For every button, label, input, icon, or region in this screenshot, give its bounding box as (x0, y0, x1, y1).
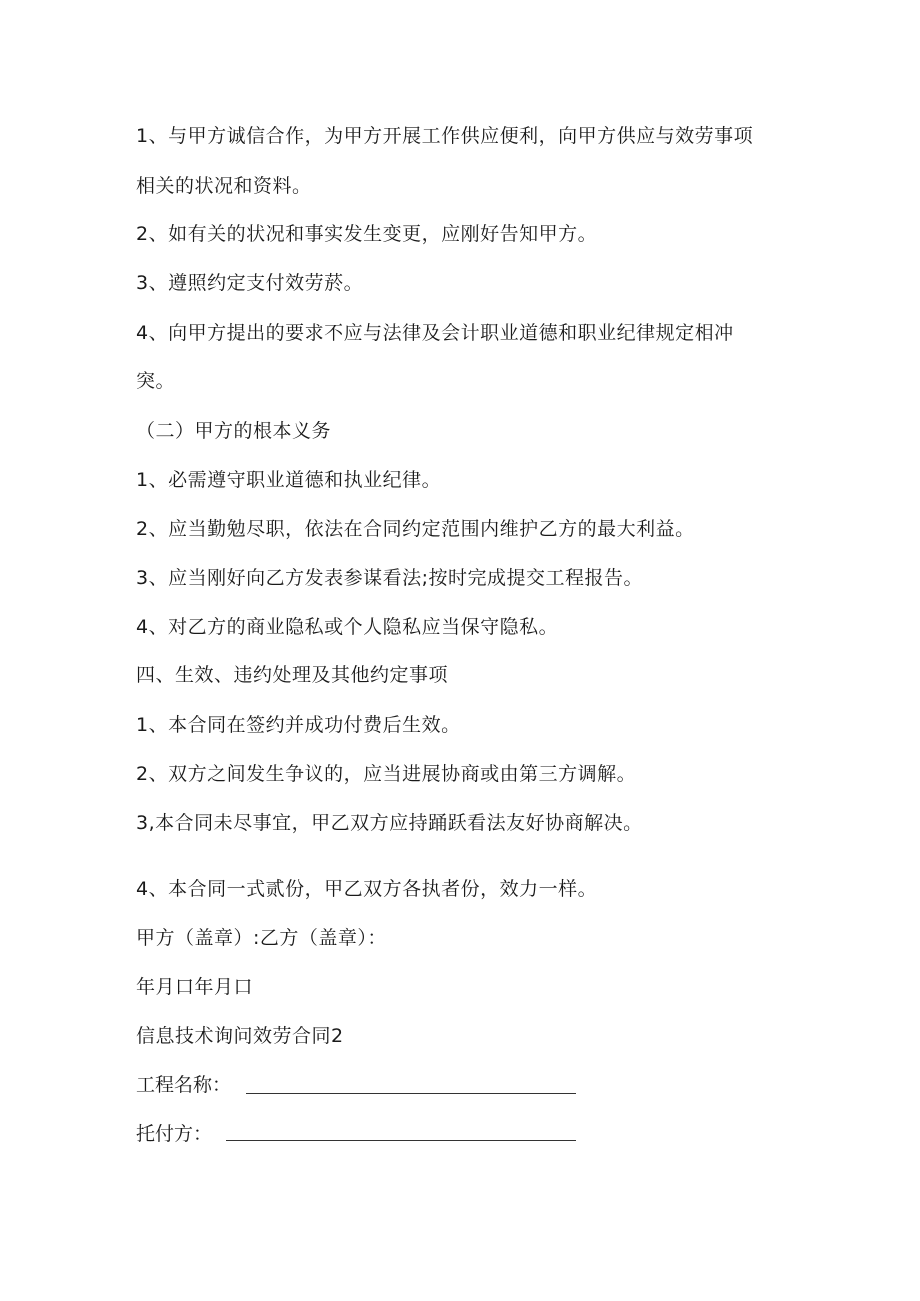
client-label: 托付方： (136, 1123, 213, 1145)
contract-title: 信息技术询问效劳合同2 (136, 1025, 344, 1047)
text-line: 2、应当勤勉尽职，依法在合同约定范围内维护乙方的最大利益。 (136, 518, 695, 540)
text-line: 1、必需遵守职业道德和执业纪律。 (136, 469, 442, 491)
text-line: 4、对乙方的商业隐私或个人隐私应当保守隐私。 (136, 616, 559, 638)
text-line: 相关的状况和资料。 (136, 175, 312, 197)
section-heading: 四、生效、违约处理及其他约定事项 (136, 664, 449, 686)
text-line: 突。 (136, 370, 176, 392)
project-name-blank (246, 1093, 576, 1094)
text-line: 2、双方之间发生争议的，应当进展协商或由第三方调解。 (136, 763, 637, 785)
text-line: 2、如有关的状况和事实发生变更，应刚好告知甲方。 (136, 223, 598, 245)
text-line: 1、本合同在签约并成功付费后生效。 (136, 714, 461, 736)
text-line: 3、遵照约定支付效劳菸。 (136, 272, 364, 294)
text-line: 4、本合同一式贰份，甲乙双方各执者份，效力一样。 (136, 878, 598, 900)
text-line: 4、向甲方提出的要求不应与法律及会计职业道德和职业纪律规定相冲 (136, 322, 734, 344)
date-line: 年月口年月口 (136, 976, 254, 998)
section-heading: （二）甲方的根本义务 (136, 420, 332, 442)
text-line: 3,本合同未尽事宜，甲乙双方应持踊跃看法友好协商解决。 (136, 812, 643, 834)
text-line: 3、应当刚好向乙方发表参谋看法;按时完成提交工程报告。 (136, 567, 643, 589)
client-blank (226, 1140, 576, 1141)
text-line: 1、与甲方诚信合作，为甲方开展工作供应便利，向甲方供应与效劳事项 (136, 125, 754, 147)
project-name-label: 工程名称： (136, 1074, 232, 1096)
signature-line: 甲方（盖章）:乙方（盖章）： (136, 927, 387, 949)
